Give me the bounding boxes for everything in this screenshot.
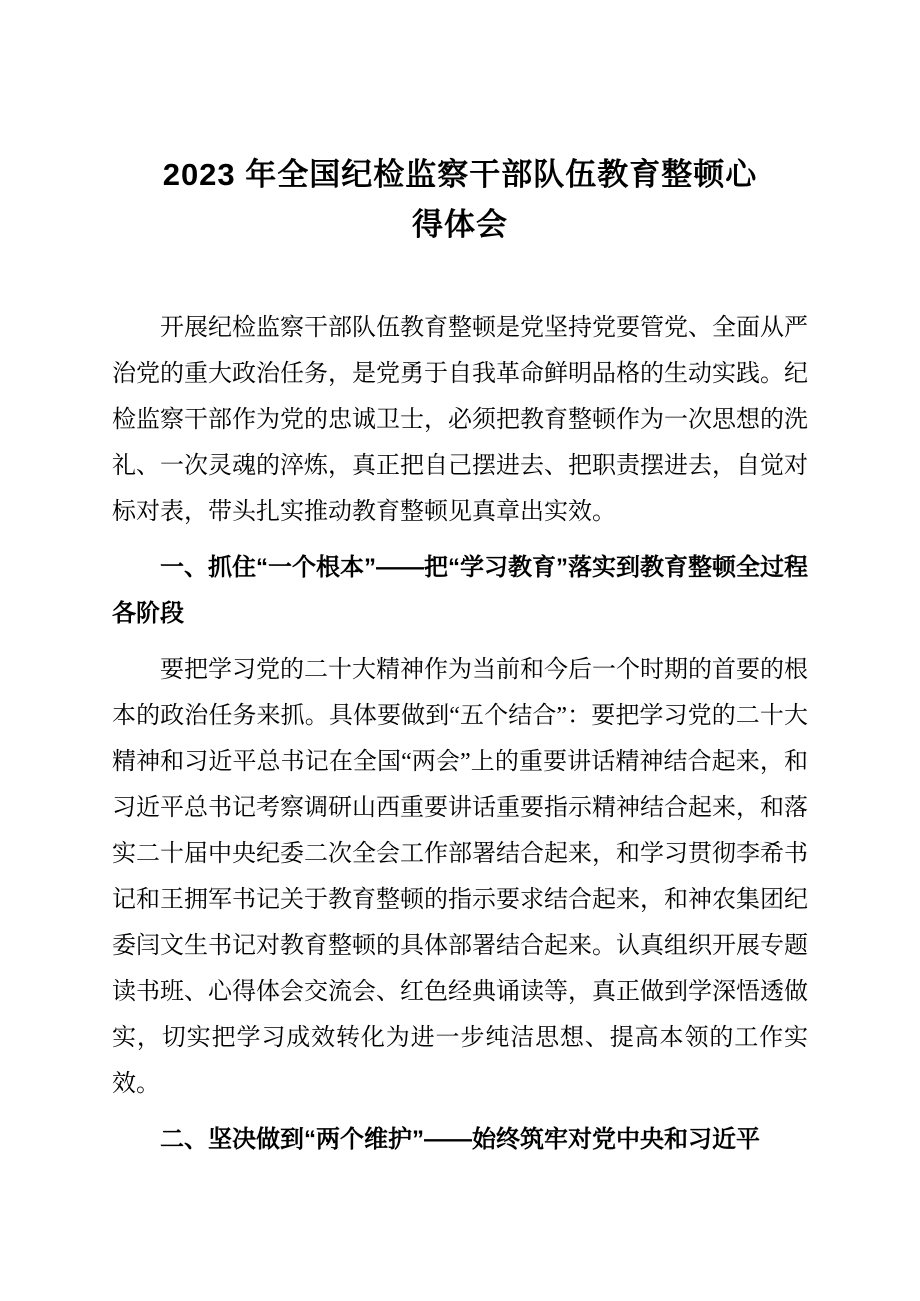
body-paragraph: 要把学习党的二十大精神作为当前和今后一个时期的首要的根本的政治任务来抓。具体要做到“五个结合”：要把学习党的二十大精神和习近平总书记在全国“两会”上的重要讲话精神结合起来，和习近平总书记考察调研山西重要讲话重要指示精神结合起来，和落实二十届中央纪委二次全会工作部署结合起来，和学习贯彻李希书记和王拥军书记关于教育整顿的指示要求结合起来，和神农集团纪委闫文生书记对教育整顿的具体部署结合起来。认真组织开展专题读书班、心得体会交流会、红色经典诵读等，真正做到学深悟透做实，切实把学习成效转化为进一步纯洁思想、提高本领的工作实效。 [112, 657, 808, 1097]
document-title [112, 150, 808, 250]
document-title-line: 2023 年全国纪检监察干部队伍教育整顿心 [162, 157, 758, 192]
document-title-line: 得体会 [412, 207, 508, 242]
document-body [112, 305, 808, 1163]
section-heading: 二、坚决做到“两个维护”——始终筑牢对党中央和习近平 [160, 1126, 760, 1153]
section-heading: 一、抓住“一个根本”——把“学习教育”落实到教育整顿全过程各阶段 [112, 554, 808, 627]
body-paragraph: 开展纪检监察干部队伍教育整顿是党坚持党要管党、全面从严治党的重大政治任务，是党勇于自我革命鲜明品格的生动实践。纪检监察干部作为党的忠诚卫士，必须把教育整顿作为一次思想的洗礼、一次灵魂的淬炼，真正把自己摆进去、把职责摆进去，自觉对标对表，带头扎实推动教育整顿见真章出实效。 [112, 315, 808, 525]
